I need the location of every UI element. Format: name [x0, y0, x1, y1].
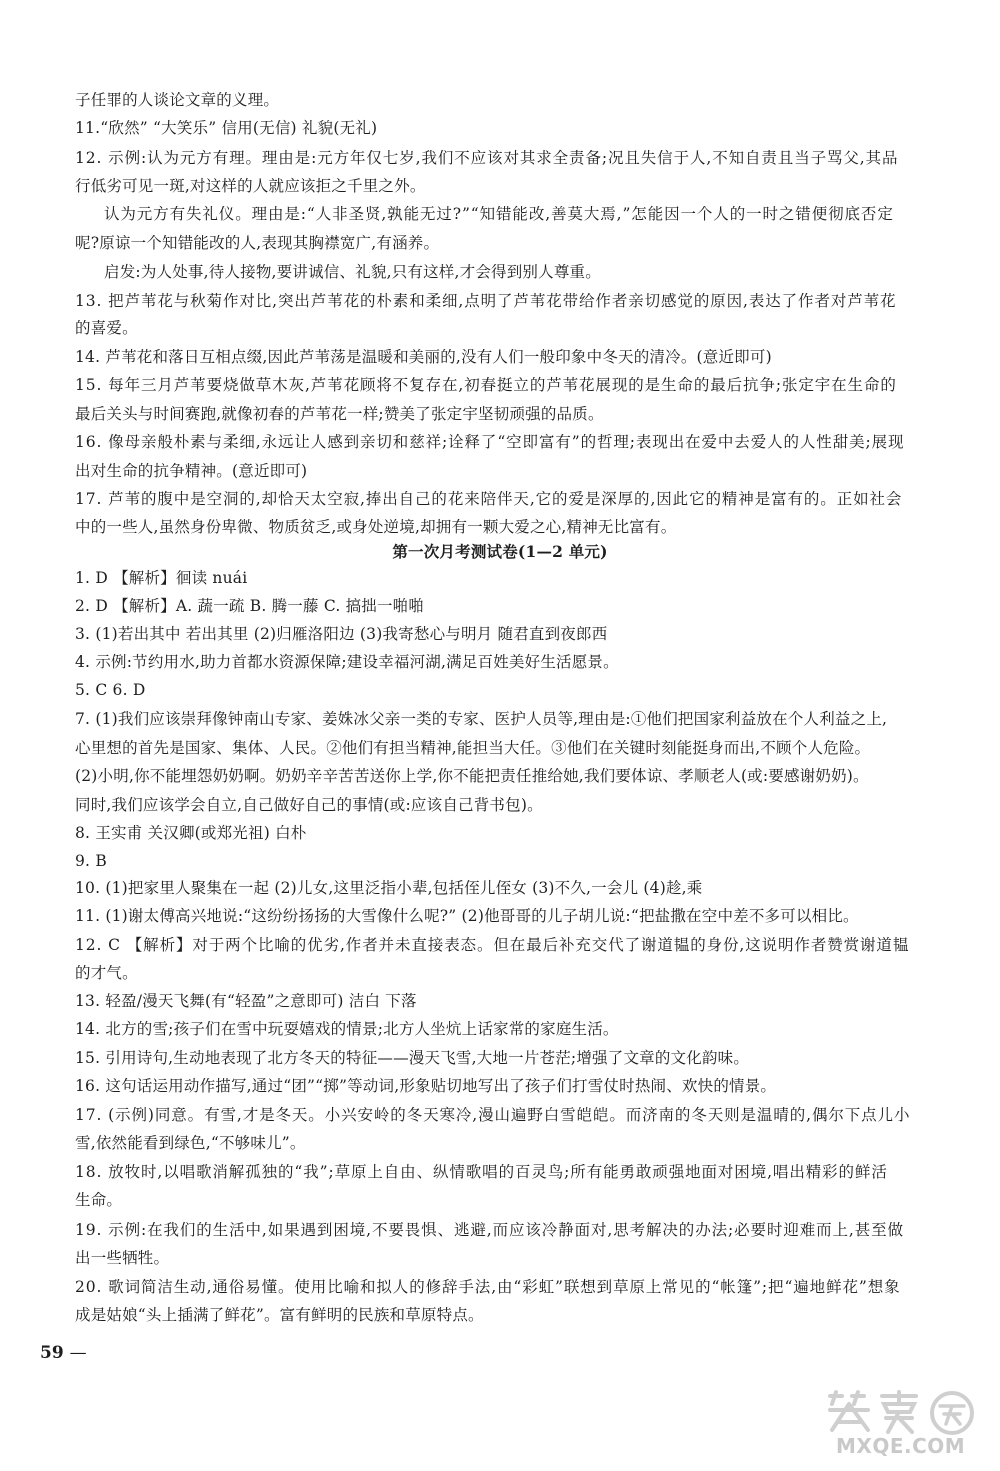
text-line: 19. 示例:在我们的生活中,如果遇到困境,不要畏惧、逃避,而应该冷静面对,思考解决的办法;必要时迎难而上,甚至做: [75, 1221, 904, 1239]
text-line: 16. 这句话运用动作描写,通过“团”“掷”等动词,形象贴切地写出了孩子们打雪仗时热闹、欢快的情景。: [75, 1077, 777, 1095]
page-number: [40, 1343, 87, 1363]
text-line: 16. 像母亲般朴素与柔细,永远让人感到亲切和慈祥;诠释了“空即富有”的哲理;表现出在爱中去爱人的人性甜美;展现: [75, 433, 905, 451]
watermark-logo-icon: [818, 1388, 994, 1436]
text-line: 15. 每年三月芦苇要烧做草木灰,芦苇花顾将不复存在,初春挺立的芦苇花展现的是生命的最后抗争;张定宇在生命的: [75, 376, 897, 394]
text-line: 12. 示例:认为元方有理。理由是:元方年仅七岁,我们不应该对其求全责备;况且失信于人,不知自责且当子骂父,其品: [75, 149, 899, 167]
text-line: 同时,我们应该学会自立,自己做好自己的事情(或:应该自己背书包)。: [75, 796, 543, 814]
text-line: 2. D 【解析】A. 蔬一疏 B. 腾一藤 C. 搞拙一啪啪: [75, 597, 425, 615]
text-line: 出一些牺牲。: [75, 1249, 170, 1267]
text-line: 出对生命的抗争精神。(意近即可): [75, 462, 308, 480]
text-line: 17. (示例)同意。有雪,才是冬天。小兴安岭的冬天寒冷,漫山遍野白雪皑皑。而济南的冬天则是温晴的,偶尔下点儿小: [75, 1106, 911, 1124]
text-line: 9. B: [75, 852, 107, 870]
text-line: 中的一些人,虽然身份卑微、物质贫乏,或身处逆境,却拥有一颗大爱之心,精神无比富有。: [75, 518, 677, 536]
text-line: 13. 把芦苇花与秋菊作对比,突出芦苇花的朴素和柔细,点明了芦苇花带给作者亲切感觉的原因,表达了作者对芦苇花: [75, 292, 897, 310]
text-line: 8. 王实甫 关汉卿(或郑光祖) 白朴: [75, 824, 307, 842]
text-line: 子任罪的人谈论文章的义理。: [75, 91, 280, 109]
text-line: 17. 芦苇的腹中是空洞的,却恰天太空寂,捧出自己的花来陪伴天,它的爱是深厚的,因此它的精神是富有的。正如社会: [75, 490, 903, 508]
text-line: 呢?原谅一个知错能改的人,表现其胸襟宽广,有涵养。: [75, 234, 440, 252]
text-line: 成是姑娘“头上插满了鲜花”。富有鲜明的民族和草原特点。: [75, 1306, 484, 1324]
text-line: (2)小明,你不能埋怨奶奶啊。奶奶辛辛苦苦送你上学,你不能把责任推给她,我们要体谅、孝顺老人(或:要感谢奶奶)。: [75, 767, 869, 785]
text-line: 5. C 6. D: [75, 681, 146, 699]
text-line: 14. 北方的雪;孩子们在雪中玩耍嬉戏的情景;北方人坐炕上话家常的家庭生活。: [75, 1020, 619, 1038]
text-line: 心里想的首先是国家、集体、人民。②他们有担当精神,能担当大任。③他们在关键时刻能挺身而出,不顾个人危险。: [75, 739, 871, 757]
text-line: 12. C 【解析】对于两个比喻的优劣,作者并未直接表态。但在最后补充交代了谢道韫的身份,这说明作者赞赏谢道韫: [75, 936, 910, 954]
text-line: 11. (1)谢太傅高兴地说:“这纷纷扬扬的大雪像什么呢?” (2)他哥哥的儿子胡儿说:“把盐撒在空中差不多可以相比。: [75, 907, 859, 925]
text-line: 1. D 【解析】徊读 nuái: [75, 569, 248, 587]
page-number-dash: —: [69, 1343, 87, 1363]
text-line: 的才气。: [75, 964, 138, 982]
text-line: 4. 示例:节约用水,助力首都水资源保障;建设幸福河湖,满足百姓美好生活愿景。: [75, 653, 619, 671]
watermark: [818, 1388, 994, 1464]
watermark-url: MXQE.COM: [836, 1434, 966, 1458]
text-line: 行低劣可见一斑,对这样的人就应该拒之千里之外。: [75, 177, 426, 195]
text-line: 18. 放牧时,以唱歌消解孤独的“我”;草原上自由、纵情歌唱的百灵鸟;所有能勇敢顽强地面对困境,唱出精彩的鲜活: [75, 1163, 888, 1181]
text-line: 3. (1)若出其中 若出其里 (2)归雁洛阳边 (3)我寄愁心与明月 随君直到夜郎西: [75, 625, 608, 643]
text-line: 10. (1)把家里人聚集在一起 (2)儿女,这里泛指小辈,包括侄儿侄女 (3)不久,一会儿 (4)趁,乘: [75, 879, 703, 897]
section-title: 第一次月考测试卷(1—2 单元): [392, 542, 608, 561]
text-line: 14. 芦苇花和落日互相点缀,因此芦苇荡是温暖和美丽的,没有人们一般印象中冬天的清冷。(意近即可): [75, 348, 772, 366]
text-line: 最后关头与时间赛跑,就像初春的芦苇花一样;赞美了张定宇坚韧顽强的品质。: [75, 405, 604, 423]
page-number-value: 59: [40, 1343, 64, 1363]
text-line: 雪,依然能看到绿色,“不够味儿”。: [75, 1134, 306, 1152]
text-line: 11.“欣然” “大笑乐” 信用(无信) 礼貌(无礼): [75, 119, 378, 137]
text-line: 认为元方有失礼仪。理由是:“人非圣贤,孰能无过?”“知错能改,善莫大焉,”怎能因一个人的一时之错便彻底否定: [104, 205, 894, 223]
text-line: 的喜爱。: [75, 319, 138, 337]
text-line: 生命。: [75, 1191, 123, 1209]
text-line: 20. 歌词简洁生动,通俗易懂。使用比喻和拟人的修辞手法,由“彩虹”联想到草原上常见的“帐篷”;把“遍地鲜花”想象: [75, 1278, 901, 1296]
text-line: 13. 轻盈/漫天飞舞(有“轻盈”之意即可) 洁白 下落: [75, 992, 417, 1010]
text-line: 15. 引用诗句,生动地表现了北方冬天的特征——漫天飞雪,大地一片苍茫;增强了文章的文化韵味。: [75, 1049, 750, 1067]
text-line: 7. (1)我们应该崇拜像钟南山专家、姜姝冰父亲一类的专家、医护人员等,理由是:①他们把国家利益放在个人利益之上,: [75, 710, 888, 728]
text-line: 启发:为人处事,待人接物,要讲诚信、礼貌,只有这样,才会得到别人尊重。: [104, 263, 601, 281]
